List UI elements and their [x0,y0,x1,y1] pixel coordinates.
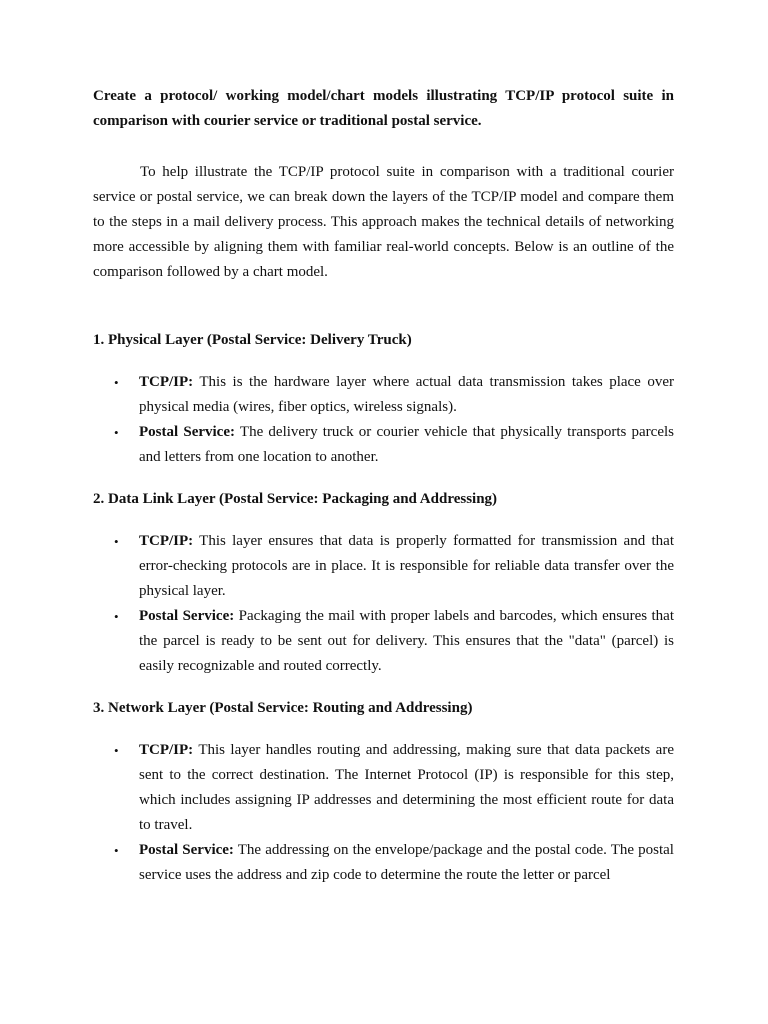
bullet-list [93,529,674,679]
item-label: TCP/IP: [139,742,194,758]
section-heading: 3. Network Layer (Postal Service: Routing and Addressing) [93,700,473,716]
section-heading: 2. Data Link Layer (Postal Service: Packaging and Addressing) [93,491,498,507]
section-physical-layer [93,328,674,470]
list-item [93,529,674,604]
bullet-icon: • [114,609,119,624]
item-text: Packaging the mail with proper labels and barcodes, which ensures that the parcel is ready to be sent out for delivery. This ensures that the "data" (parcel) is easily recognizable and routed correctly. [139,608,674,674]
item-text: This is the hardware layer where actual data transmission takes place over physical media (wires, fiber optics, wireless signals). [139,374,674,415]
bullet-list [93,370,674,470]
intro-paragraph: To help illustrate the TCP/IP protocol suite in comparison with a traditional courier service or postal service, we can break down the layers of the TCP/IP model and compare them to the steps in a mail delivery process. This approach makes the technical details of networking more accessible by aligning them with familiar real-world concepts. Below is an outline of the comparison followed by a chart model. [93,164,674,280]
list-item [93,604,674,679]
bullet-icon: • [114,743,119,758]
item-text: This layer handles routing and addressing, making sure that data packets are sent to the correct destination. The Internet Protocol (IP) is responsible for this step, which includes assigning IP addresses and determining the most efficient route for data to travel. [139,742,674,833]
item-label: TCP/IP: [139,533,194,549]
list-item [93,420,674,470]
item-label: Postal Service: [139,424,235,440]
bullet-icon: • [114,843,119,858]
bullet-icon: • [114,425,119,440]
document-page [93,84,674,888]
item-text: The delivery truck or courier vehicle that physically transports parcels and letters from one location to another. [139,424,674,465]
bullet-icon: • [114,375,119,390]
section-network-layer [93,696,674,888]
bullet-icon: • [114,534,119,549]
item-label: TCP/IP: [139,374,194,390]
section-heading: 1. Physical Layer (Postal Service: Delivery Truck) [93,332,412,348]
item-text: The addressing on the envelope/package and the postal code. The postal service uses the address and zip code to determine the route the letter or parcel [139,842,674,883]
document-title: Create a protocol/ working model/chart models illustrating TCP/IP protocol suite in comparison with courier service or traditional postal service. [93,88,674,129]
item-text: This layer ensures that data is properly formatted for transmission and that error-checking protocols are in place. It is responsible for reliable data transfer over the physical layer. [139,533,674,599]
item-label: Postal Service: [139,842,234,858]
item-label: Postal Service: [139,608,235,624]
list-item [93,838,674,888]
list-item [93,370,674,420]
section-data-link-layer [93,487,674,679]
bullet-list [93,738,674,888]
list-item [93,738,674,838]
